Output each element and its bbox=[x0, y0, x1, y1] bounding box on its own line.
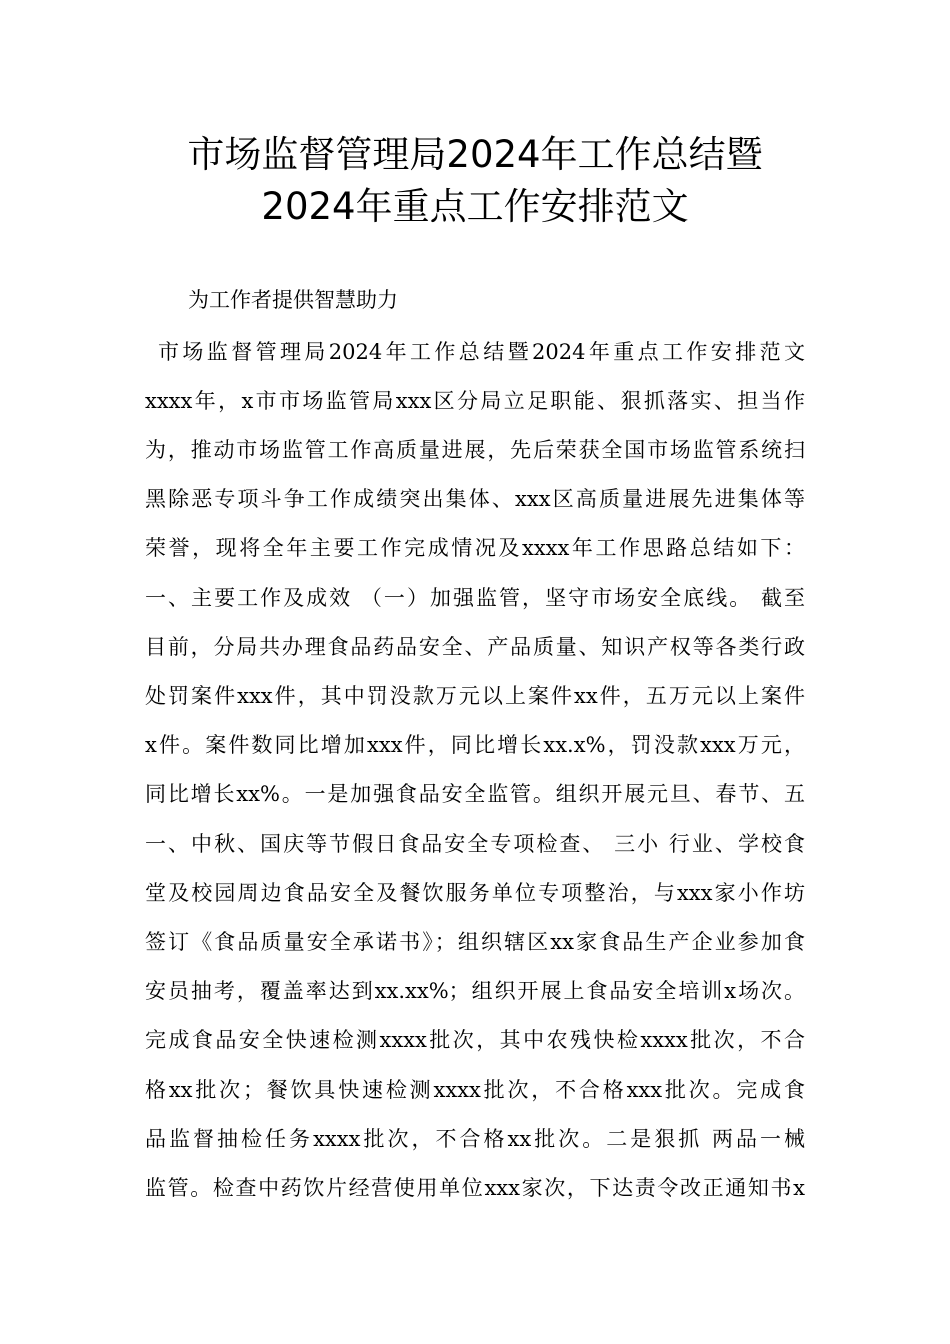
document-subtitle: 为工作者提供智慧助力 bbox=[188, 288, 398, 312]
body-line-3: 为，推动市场监管工作高质量进展，先后荣获全国市场监管系统扫 bbox=[145, 438, 805, 462]
body-line-13: 签订《食品质量安全承诺书》；组织辖区xx家食品生产企业参加食 bbox=[145, 930, 805, 954]
body-line-16: 格xx批次；餐饮具快速检测xxxx批次，不合格xxx批次。完成食 bbox=[145, 1078, 805, 1102]
document-title-line-2: 2024年重点工作安排范文 bbox=[261, 185, 689, 228]
body-line-4: 黑除恶专项斗争工作成绩突出集体、xxx区高质量进展先进集体等 bbox=[145, 487, 805, 511]
body-line-6: 一、主要工作及成效 （一）加强监管，坚守市场安全底线。 截至 bbox=[145, 586, 805, 610]
body-line-17: 品监督抽检任务xxxx批次，不合格xx批次。二是狠抓 两品一械 bbox=[145, 1127, 805, 1151]
body-line-1: 市场监督管理局2024年工作总结暨2024年重点工作安排范文 bbox=[158, 340, 805, 364]
body-line-15: 完成食品安全快速检测xxxx批次，其中农残快检xxxx批次，不合 bbox=[145, 1028, 805, 1052]
body-line-2: xxxx年，x市市场监管局xxx区分局立足职能、狠抓落实、担当作 bbox=[145, 389, 805, 413]
body-line-18: 监管。检查中药饮片经营使用单位xxx家次，下达责令改正通知书x bbox=[145, 1176, 805, 1200]
body-line-9: x件。案件数同比增加xxx件，同比增长xx.x%，罚没款xxx万元， bbox=[145, 733, 805, 757]
document-title-line-1: 市场监督管理局2024年工作总结暨 bbox=[187, 133, 763, 176]
body-line-10: 同比增长xx%。一是加强食品安全监管。组织开展元旦、春节、五 bbox=[145, 782, 805, 806]
body-line-8: 处罚案件xxx件，其中罚没款万元以上案件xx件，五万元以上案件 bbox=[145, 684, 805, 708]
body-line-14: 安员抽考，覆盖率达到xx.xx%；组织开展上食品安全培训x场次。 bbox=[145, 979, 805, 1003]
body-line-7: 目前，分局共办理食品药品安全、产品质量、知识产权等各类行政 bbox=[145, 635, 805, 659]
body-line-11: 一、中秋、国庆等节假日食品安全专项检查、 三小 行业、学校食 bbox=[145, 832, 805, 856]
body-line-12: 堂及校园周边食品安全及餐饮服务单位专项整治，与xxx家小作坊 bbox=[145, 881, 805, 905]
body-line-5: 荣誉，现将全年主要工作完成情况及xxxx年工作思路总结如下： bbox=[145, 536, 805, 560]
